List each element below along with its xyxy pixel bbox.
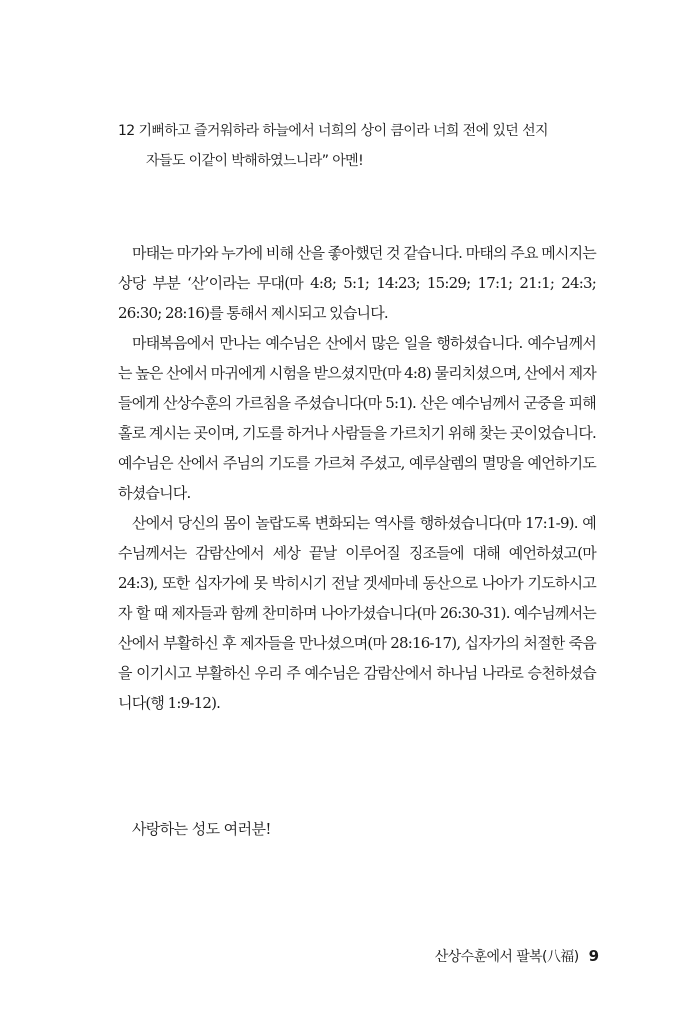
closing-address: 사랑하는 성도 여러분! — [132, 820, 271, 838]
quote-line-2: 자들도 이같이 박해하였느니라” 아멘! — [146, 153, 364, 169]
page-number: 9 — [588, 947, 599, 965]
running-footer — [435, 946, 599, 966]
paragraph-mountain-intro: 마태는 마가와 누가에 비해 산을 좋아했던 것 같습니다. 마태의 주요 메시지는 상당 부분 ‘산’이라는 무대(마 4:8; 5:1; 14:23; 15:29; 17:1; 21:1; 24:3; 26:30; 28:16)를 통해서 제시되고 있습니다. — [118, 244, 596, 322]
paragraph-transfiguration: 산에서 당신의 몸이 놀랍도록 변화되는 역사를 행하셨습니다(마 17:1-9). 예수님께서는 감람산에서 세상 끝날 이루어질 징조들에 대해 예언하셨고(마 24:3), 또한 십자가에 못 박히시기 전날 겟세마네 동산으로 나아가 기도하시고자 할 때 제자들과 함께 찬미하며 나아가셨습니다(마 26:30-31). 예수님께서는 산에서 부활하신 후 제자들을 만나셨으며(마 28:16-17), 십자가의 처절한 죽음을 이기시고 부활하신 우리 주 예수님은 감람산에서 하나님 나라로 승천하셨습니다(행 1:9-12). — [118, 514, 596, 712]
scripture-quote — [118, 116, 618, 176]
footer-book-title: 산상수훈에서 팔복(八福) — [434, 949, 579, 965]
sermon-body — [118, 238, 596, 718]
paragraph-jesus-on-mountain: 마태복음에서 만나는 예수님은 산에서 많은 일을 행하셨습니다. 예수님께서는 높은 산에서 마귀에게 시험을 받으셨지만(마 4:8) 물리치셨으며, 산에서 제자들에게 산상수훈의 가르침을 주셨습니다(마 5:1). 산은 예수님께서 군중을 피해 홀로 계시는 곳이며, 기도를 하거나 사람들을 가르치기 위해 찾는 곳이었습니다. 예수님은 산에서 주님의 기도를 가르쳐 주셨고, 예루살렘의 멸망을 예언하기도 하셨습니다. — [118, 334, 596, 502]
quote-line-1: 12 기뻐하고 즐거워하라 하늘에서 너희의 상이 큼이라 너희 전에 있던 선지 — [118, 123, 548, 139]
